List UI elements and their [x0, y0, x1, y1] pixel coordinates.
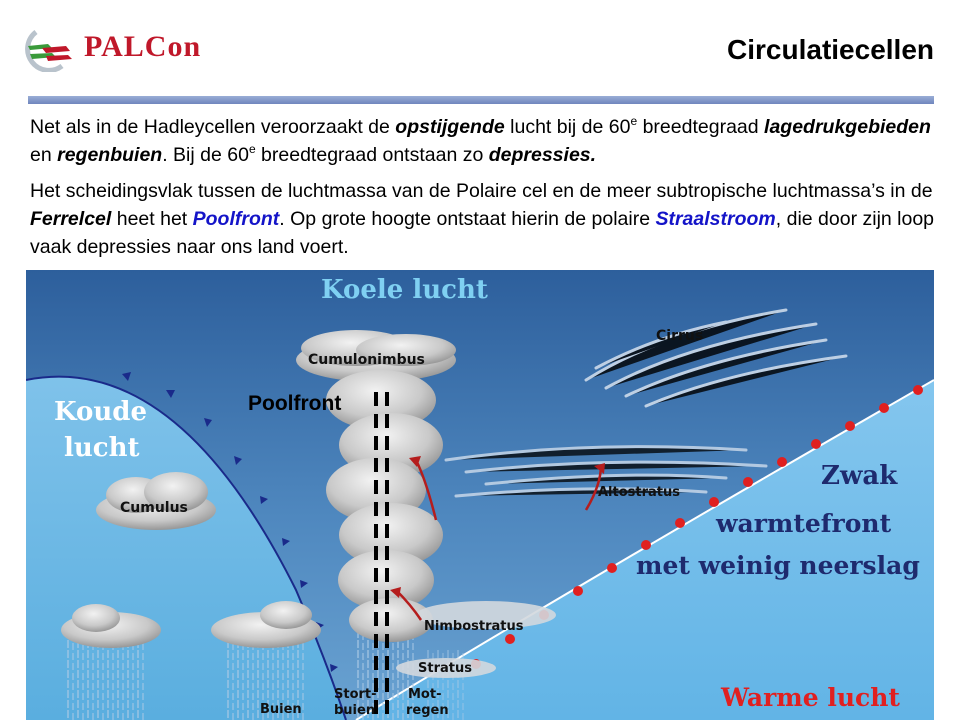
palcon-hands-icon: [22, 26, 84, 72]
front-diagram-svg: [26, 270, 934, 720]
emphasis: opstijgende: [395, 116, 505, 138]
text: . Bij de 60: [162, 144, 249, 166]
emphasis: lagedrukgebieden: [764, 116, 931, 138]
label-altostratus: Altostratus: [598, 485, 681, 500]
label-koele-lucht: Koele lucht: [321, 275, 488, 305]
label-cumulus: Cumulus: [120, 500, 188, 516]
label-zwak: Zwak: [821, 461, 898, 491]
front-diagram: [26, 270, 934, 720]
text: . Op grote hoogte ontstaat hierin de polaire: [279, 208, 656, 230]
label-cumulonimbus: Cumulonimbus: [308, 352, 425, 368]
label-buien: Buien: [260, 702, 302, 717]
label-nimbostratus: Nimbostratus: [424, 619, 524, 634]
label-cirrus: Cirrus: [656, 328, 704, 344]
title-divider: [28, 96, 934, 104]
text: en: [30, 144, 58, 166]
label-weinig-neerslag: met weinig neerslag: [636, 551, 920, 580]
paragraph-hadley: [30, 113, 940, 169]
label-poolfront: Poolfront: [248, 392, 342, 415]
label-warme-lucht: Warme lucht: [721, 683, 900, 712]
emphasis: Ferrelcel: [30, 208, 112, 230]
label-warmtefront: warmtefront: [716, 509, 892, 538]
paragraph-poolfront: [30, 177, 940, 261]
text: breedtegraad ontstaan zo: [255, 144, 489, 166]
label-motregen-2: regen: [406, 703, 449, 718]
emphasis-blue: Poolfront: [192, 208, 280, 230]
superscript: e: [248, 142, 256, 156]
text: Het scheidingsvlak tussen de luchtmassa van de Polaire cel en de meer subtropische luchtmassa’s in de: [30, 180, 933, 202]
palcon-logo: [22, 26, 212, 72]
label-koude-lucht-2: lucht: [64, 433, 140, 463]
emphasis: depressies.: [488, 144, 597, 166]
label-motregen-1: Mot-: [408, 687, 442, 702]
text: breedtegraad: [637, 116, 765, 138]
superscript: e: [630, 114, 638, 128]
text: , die door zijn loop vaak depressies naar ons land voert.: [30, 208, 935, 258]
label-stortbuien-2: buien: [334, 703, 376, 718]
text: heet het: [111, 208, 193, 230]
text: Net als in de Hadleycellen veroorzaakt de: [30, 116, 396, 138]
emphasis: regenbuien: [57, 144, 163, 166]
emphasis-blue: Straalstroom: [655, 208, 776, 230]
logo-text: PALCon: [84, 30, 202, 63]
label-stortbuien-1: Stort-: [334, 687, 377, 702]
label-stratus: Stratus: [418, 661, 472, 676]
label-koude-lucht-1: Koude: [54, 397, 147, 427]
text: lucht bij de 60: [504, 116, 631, 138]
page-title: Circulatiecellen: [727, 34, 934, 65]
